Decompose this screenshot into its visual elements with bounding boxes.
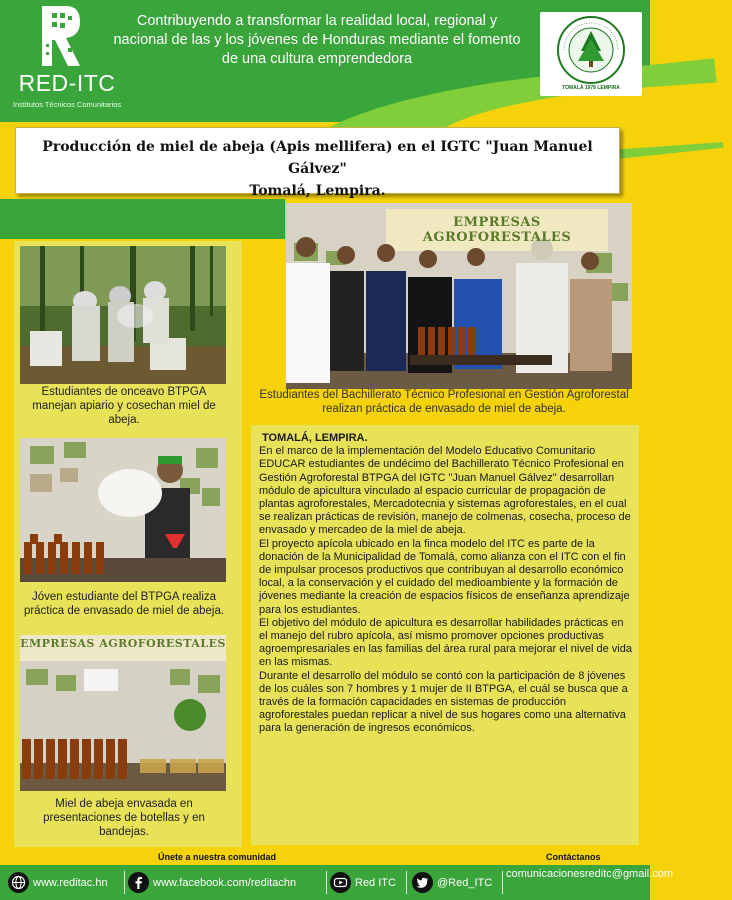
facebook-link[interactable] (128, 865, 296, 900)
seal-emblem-icon (556, 15, 626, 85)
caption-apiary: Estudiantes de onceavo BTPGA manejan apiario y cosechan miel de abeja. (32, 386, 216, 426)
caption-honey-products: Miel de abeja envasada en presentaciones de botellas y en bandejas. (43, 798, 205, 838)
website-link[interactable] (8, 865, 108, 900)
photo-apiary (20, 246, 226, 384)
logo-r-mark-icon (38, 4, 82, 68)
article-paragraph: El proyecto apícola ubicado en la finca modelo del ITC es parte de la donación de la Municipalidad de Tomalá, como alianza con el ITC con el fin de impulsar procesos productivos que contribuyan al desarrollo económico local, a la conservación y el cuidado del medioambiente y la formación de jóvenes mediante la creación de espacios físicos de enseñanza aprendizaje para los estudiantes. (259, 537, 630, 616)
footer-divider (502, 871, 503, 894)
article-location-title: Tomalá, Lempira. (249, 183, 386, 199)
article-title-box (15, 127, 620, 199)
article-paragraph: En el marco de la implementación del Modelo Educativo Comunitario EDUCAR estudiantes de undécimo del Bachillerato Técnico Profesional en Gestión Agroforestal BTPGA del IGTC "Juan Manuel Gálvez" desarrollan módulo de apicultura vinculado al espacio curricular de propagación de plantas agroforestales, Mercadotecnia y sistemas agroforestales, en el cual se realizan prácticas de revisión, manejo de colmenas, cosecha, proceso de envasado y mercadeo de la miel de abeja. (259, 445, 631, 537)
facebook-text: www.facebook.com/reditachn (153, 876, 297, 889)
photo-banner-text: EMPRESAS AGROFORESTALES (20, 637, 226, 650)
header-banner (0, 0, 650, 122)
article-paragraph: Durante el desarrollo del módulo se contó con la participación de 8 jóvenes de los cuáles son 7 hombres y 1 mujer de II BTPGA, el cuál se busca que a través de la formación capacidades en sistemas de producción agroforestales puedan replicar a nivel de sus hogares como una alternativa para la generación de ingresos económicos. (259, 669, 628, 735)
caption-students-group: Estudiantes del Bachillerato Técnico Profesional en Gestión Agroforestal realizan práctica de envasado de miel de abeja. (259, 389, 629, 415)
article-title: Producción de miel de abeja (Apis mellifera) en el IGTC "Juan Manuel Gálvez" (42, 139, 593, 177)
website-text: www.reditac.hn (33, 876, 108, 889)
red-itc-logo[interactable] (6, 4, 124, 112)
header-tagline: Contribuyendo a transformar la realidad local, regional y nacional de las y los jóvenes de Honduras mediante el fomento de una cultura emprendedora (113, 13, 521, 67)
youtube-link[interactable] (330, 865, 396, 900)
twitter-icon (412, 872, 433, 893)
seal-caption: TOMALÁ 1978 LEMPIRA (562, 85, 620, 91)
footer-divider (406, 871, 407, 894)
twitter-link[interactable] (412, 865, 492, 900)
facebook-icon (128, 872, 149, 893)
green-accent-bar (0, 199, 285, 239)
article-body (251, 425, 639, 845)
institute-seal (540, 12, 642, 96)
footer-divider (124, 871, 125, 894)
twitter-text: @Red_ITC (437, 876, 493, 889)
globe-icon (8, 872, 29, 893)
photo-banner-text: EMPRESAS AGROFORESTALES (422, 215, 572, 245)
footer-bar (0, 865, 674, 900)
photo-honey-products (20, 635, 226, 791)
article-dateline: TOMALÁ, LEMPIRA. (262, 432, 368, 444)
logo-subtitle: Institutos Técnicos Comunitarios (12, 100, 122, 109)
footer-divider (326, 871, 327, 894)
photo-students-group (286, 203, 632, 389)
email-link[interactable]: comunicacionesreditc@gmail.com (506, 868, 674, 880)
contact-label: Contáctanos (546, 852, 601, 862)
logo-name: RED-ITC (18, 70, 116, 96)
caption-student-bottling: Jóven estudiante del BTPGA realiza práctica de envasado de miel de abeja. (23, 591, 225, 617)
photo-student-bottling (20, 438, 226, 582)
article-paragraph: El objetivo del módulo de apicultura es desarrollar habilidades prácticas en el manejo del rubro apícola, así mismo promover opciones productivas agroempresariales en las familias del área rural para mejorar el nivel de vida en las mismas. (259, 616, 632, 669)
youtube-icon (330, 872, 351, 893)
join-community-label: Únete a nuestra comunidad (158, 852, 277, 862)
youtube-text: Red ITC (355, 876, 396, 889)
